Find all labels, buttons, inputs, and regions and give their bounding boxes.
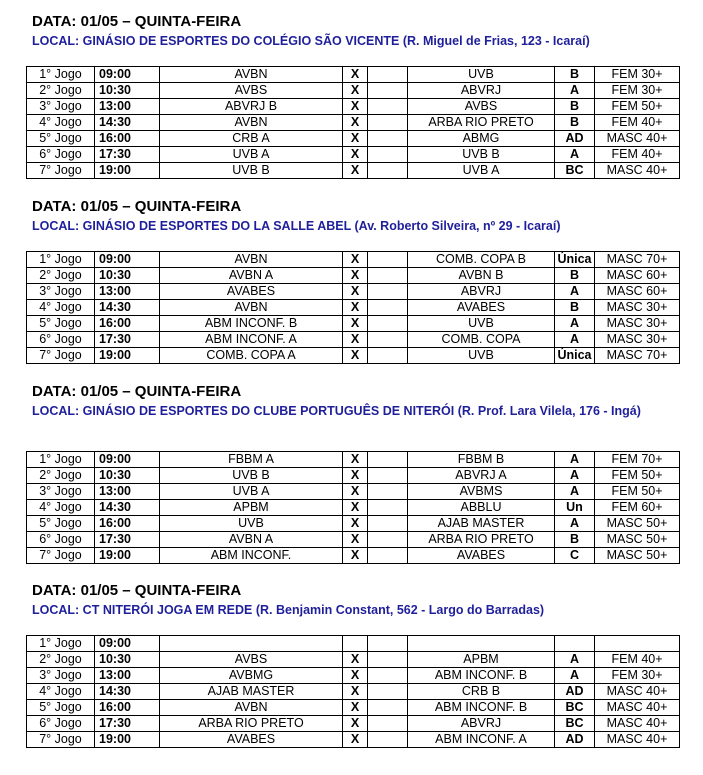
versus-cell: X	[343, 300, 368, 316]
spacer-cell	[368, 163, 408, 179]
versus-cell: X	[343, 316, 368, 332]
spacer-cell	[368, 332, 408, 348]
category-cell: FEM 70+	[595, 452, 680, 468]
game-number-cell: 7° Jogo	[27, 548, 95, 564]
category-cell: MASC 60+	[595, 284, 680, 300]
away-team-cell: UVB B	[408, 147, 555, 163]
category-cell: FEM 30+	[595, 67, 680, 83]
away-team-cell: ARBA RIO PRETO	[408, 115, 555, 131]
game-time-cell: 09:00	[95, 636, 160, 652]
group-cell: A	[555, 516, 595, 532]
game-time-cell: 10:30	[95, 468, 160, 484]
category-cell: FEM 40+	[595, 147, 680, 163]
game-time-cell: 16:00	[95, 316, 160, 332]
spacer-cell	[368, 316, 408, 332]
spacer-cell	[368, 636, 408, 652]
versus-cell: X	[343, 500, 368, 516]
spacer-cell	[368, 147, 408, 163]
game-number-cell: 6° Jogo	[27, 332, 95, 348]
home-team-cell: AJAB MASTER	[160, 684, 343, 700]
group-cell: B	[555, 268, 595, 284]
group-cell: A	[555, 652, 595, 668]
group-cell: A	[555, 452, 595, 468]
group-cell: B	[555, 67, 595, 83]
group-cell: Un	[555, 500, 595, 516]
table-row	[27, 131, 680, 147]
versus-cell: X	[343, 452, 368, 468]
category-cell: MASC 40+	[595, 163, 680, 179]
versus-cell: X	[343, 163, 368, 179]
versus-cell: X	[343, 284, 368, 300]
group-cell: A	[555, 316, 595, 332]
versus-cell: X	[343, 252, 368, 268]
category-cell: FEM 50+	[595, 484, 680, 500]
game-number-cell: 6° Jogo	[27, 147, 95, 163]
game-time-cell: 16:00	[95, 131, 160, 147]
versus-cell: X	[343, 115, 368, 131]
versus-cell: X	[343, 668, 368, 684]
game-time-cell: 14:30	[95, 500, 160, 516]
section-date: DATA: 01/05 – QUINTA-FEIRA	[32, 13, 242, 30]
group-cell: A	[555, 147, 595, 163]
category-cell: FEM 40+	[595, 115, 680, 131]
game-number-cell: 1° Jogo	[27, 452, 95, 468]
spacer-cell	[368, 348, 408, 364]
group-cell: Única	[555, 348, 595, 364]
away-team-cell: ABVRJ	[408, 284, 555, 300]
category-cell: MASC 70+	[595, 252, 680, 268]
spacer-cell	[368, 300, 408, 316]
games-table	[26, 635, 680, 748]
category-cell: MASC 70+	[595, 348, 680, 364]
table-row	[27, 468, 680, 484]
spacer-cell	[368, 268, 408, 284]
table-row	[27, 716, 680, 732]
game-time-cell: 10:30	[95, 268, 160, 284]
spacer-cell	[368, 284, 408, 300]
home-team-cell: CRB A	[160, 131, 343, 147]
table-row	[27, 163, 680, 179]
versus-cell: X	[343, 268, 368, 284]
section-venue: LOCAL: GINÁSIO DE ESPORTES DO COLÉGIO SÃO VICENTE (R. Miguel de Frias, 123 - Icaraí)	[32, 34, 590, 48]
spacer-cell	[368, 500, 408, 516]
table-row	[27, 115, 680, 131]
game-time-cell: 13:00	[95, 484, 160, 500]
game-number-cell: 3° Jogo	[27, 484, 95, 500]
game-number-cell: 5° Jogo	[27, 316, 95, 332]
category-cell: MASC 30+	[595, 316, 680, 332]
table-row	[27, 67, 680, 83]
table-row	[27, 252, 680, 268]
group-cell	[555, 636, 595, 652]
away-team-cell: AVBN B	[408, 268, 555, 284]
game-number-cell: 4° Jogo	[27, 115, 95, 131]
away-team-cell: ABM INCONF. B	[408, 700, 555, 716]
game-time-cell: 13:00	[95, 668, 160, 684]
game-number-cell: 5° Jogo	[27, 131, 95, 147]
category-cell: MASC 30+	[595, 332, 680, 348]
table-row	[27, 500, 680, 516]
home-team-cell: ABVRJ B	[160, 99, 343, 115]
versus-cell: X	[343, 700, 368, 716]
table-row	[27, 348, 680, 364]
section-venue: LOCAL: CT NITERÓI JOGA EM REDE (R. Benjamin Constant, 562 - Largo do Barradas)	[32, 603, 545, 617]
home-team-cell: COMB. COPA A	[160, 348, 343, 364]
spacer-cell	[368, 716, 408, 732]
group-cell: Única	[555, 252, 595, 268]
group-cell: B	[555, 115, 595, 131]
home-team-cell: AVBS	[160, 652, 343, 668]
away-team-cell: UVB	[408, 348, 555, 364]
game-time-cell: 16:00	[95, 516, 160, 532]
table-row	[27, 636, 680, 652]
table-row	[27, 300, 680, 316]
home-team-cell: FBBM A	[160, 452, 343, 468]
game-number-cell: 1° Jogo	[27, 636, 95, 652]
game-time-cell: 14:30	[95, 300, 160, 316]
versus-cell: X	[343, 548, 368, 564]
game-time-cell: 17:30	[95, 147, 160, 163]
away-team-cell: UVB A	[408, 163, 555, 179]
away-team-cell: ARBA RIO PRETO	[408, 532, 555, 548]
table-row	[27, 484, 680, 500]
versus-cell: X	[343, 147, 368, 163]
table-row	[27, 99, 680, 115]
group-cell: BC	[555, 163, 595, 179]
group-cell: C	[555, 548, 595, 564]
away-team-cell: ABVRJ	[408, 716, 555, 732]
home-team-cell: AVABES	[160, 284, 343, 300]
versus-cell: X	[343, 484, 368, 500]
home-team-cell: AVBN A	[160, 532, 343, 548]
away-team-cell: COMB. COPA B	[408, 252, 555, 268]
game-number-cell: 6° Jogo	[27, 716, 95, 732]
versus-cell: X	[343, 348, 368, 364]
away-team-cell: ABMG	[408, 131, 555, 147]
home-team-cell: UVB	[160, 516, 343, 532]
game-number-cell: 7° Jogo	[27, 163, 95, 179]
versus-cell: X	[343, 716, 368, 732]
spacer-cell	[368, 652, 408, 668]
game-time-cell: 17:30	[95, 532, 160, 548]
away-team-cell: AJAB MASTER	[408, 516, 555, 532]
spacer-cell	[368, 115, 408, 131]
game-time-cell: 09:00	[95, 67, 160, 83]
table-row	[27, 548, 680, 564]
category-cell: MASC 60+	[595, 268, 680, 284]
group-cell: AD	[555, 684, 595, 700]
section-date: DATA: 01/05 – QUINTA-FEIRA	[32, 582, 242, 599]
versus-cell: X	[343, 332, 368, 348]
away-team-cell: ABBLU	[408, 500, 555, 516]
home-team-cell: UVB A	[160, 147, 343, 163]
home-team-cell: AVBN	[160, 700, 343, 716]
table-row	[27, 284, 680, 300]
versus-cell	[343, 636, 368, 652]
home-team-cell: AVBN	[160, 115, 343, 131]
table-row	[27, 316, 680, 332]
game-number-cell: 7° Jogo	[27, 348, 95, 364]
away-team-cell: UVB	[408, 67, 555, 83]
spacer-cell	[368, 700, 408, 716]
home-team-cell: AVBN A	[160, 268, 343, 284]
table-row	[27, 147, 680, 163]
group-cell: AD	[555, 732, 595, 748]
group-cell: AD	[555, 131, 595, 147]
home-team-cell: AVBS	[160, 83, 343, 99]
group-cell: A	[555, 83, 595, 99]
table-row	[27, 668, 680, 684]
group-cell: A	[555, 484, 595, 500]
group-cell: A	[555, 468, 595, 484]
game-time-cell: 19:00	[95, 163, 160, 179]
game-time-cell: 14:30	[95, 115, 160, 131]
away-team-cell: ABVRJ A	[408, 468, 555, 484]
category-cell	[595, 636, 680, 652]
home-team-cell: ARBA RIO PRETO	[160, 716, 343, 732]
spacer-cell	[368, 684, 408, 700]
table-row	[27, 268, 680, 284]
game-number-cell: 2° Jogo	[27, 468, 95, 484]
away-team-cell: ABM INCONF. B	[408, 668, 555, 684]
group-cell: B	[555, 532, 595, 548]
away-team-cell: AVABES	[408, 548, 555, 564]
category-cell: MASC 50+	[595, 532, 680, 548]
spacer-cell	[368, 452, 408, 468]
game-number-cell: 5° Jogo	[27, 700, 95, 716]
spacer-cell	[368, 252, 408, 268]
category-cell: MASC 40+	[595, 684, 680, 700]
category-cell: FEM 50+	[595, 99, 680, 115]
spacer-cell	[368, 668, 408, 684]
group-cell: A	[555, 284, 595, 300]
table-row	[27, 652, 680, 668]
away-team-cell: FBBM B	[408, 452, 555, 468]
home-team-cell: AVBN	[160, 67, 343, 83]
game-number-cell: 1° Jogo	[27, 67, 95, 83]
away-team-cell: ABM INCONF. A	[408, 732, 555, 748]
away-team-cell: AVBS	[408, 99, 555, 115]
spacer-cell	[368, 548, 408, 564]
home-team-cell: UVB B	[160, 163, 343, 179]
games-table	[26, 451, 680, 564]
spacer-cell	[368, 516, 408, 532]
game-number-cell: 4° Jogo	[27, 300, 95, 316]
versus-cell: X	[343, 684, 368, 700]
away-team-cell: ABVRJ	[408, 83, 555, 99]
away-team-cell: COMB. COPA	[408, 332, 555, 348]
group-cell: B	[555, 99, 595, 115]
group-cell: BC	[555, 700, 595, 716]
game-time-cell: 14:30	[95, 684, 160, 700]
table-row	[27, 332, 680, 348]
section-date: DATA: 01/05 – QUINTA-FEIRA	[32, 198, 242, 215]
spacer-cell	[368, 99, 408, 115]
game-time-cell: 16:00	[95, 700, 160, 716]
home-team-cell	[160, 636, 343, 652]
game-number-cell: 2° Jogo	[27, 268, 95, 284]
versus-cell: X	[343, 67, 368, 83]
section-venue: LOCAL: GINÁSIO DE ESPORTES DO LA SALLE ABEL (Av. Roberto Silveira, nº 29 - Icaraí)	[32, 219, 561, 233]
group-cell: A	[555, 668, 595, 684]
game-time-cell: 19:00	[95, 548, 160, 564]
category-cell: FEM 30+	[595, 668, 680, 684]
versus-cell: X	[343, 83, 368, 99]
versus-cell: X	[343, 131, 368, 147]
versus-cell: X	[343, 652, 368, 668]
game-time-cell: 09:00	[95, 252, 160, 268]
game-time-cell: 10:30	[95, 83, 160, 99]
table-row	[27, 684, 680, 700]
spacer-cell	[368, 67, 408, 83]
game-time-cell: 10:30	[95, 652, 160, 668]
category-cell: MASC 40+	[595, 131, 680, 147]
home-team-cell: ABM INCONF. A	[160, 332, 343, 348]
versus-cell: X	[343, 468, 368, 484]
game-number-cell: 5° Jogo	[27, 516, 95, 532]
game-time-cell: 13:00	[95, 99, 160, 115]
category-cell: FEM 50+	[595, 468, 680, 484]
away-team-cell: UVB	[408, 316, 555, 332]
spacer-cell	[368, 484, 408, 500]
away-team-cell: CRB B	[408, 684, 555, 700]
away-team-cell: AVABES	[408, 300, 555, 316]
home-team-cell: AVBN	[160, 252, 343, 268]
section-venue: LOCAL: GINÁSIO DE ESPORTES DO CLUBE PORTUGUÊS DE NITERÓI (R. Prof. Lara Vilela, 176 - Ingá)	[32, 404, 641, 418]
group-cell: A	[555, 332, 595, 348]
category-cell: MASC 40+	[595, 716, 680, 732]
home-team-cell: APBM	[160, 500, 343, 516]
game-number-cell: 3° Jogo	[27, 99, 95, 115]
spacer-cell	[368, 532, 408, 548]
home-team-cell: AVBMG	[160, 668, 343, 684]
group-cell: BC	[555, 716, 595, 732]
game-time-cell: 19:00	[95, 348, 160, 364]
category-cell: FEM 40+	[595, 652, 680, 668]
game-number-cell: 2° Jogo	[27, 83, 95, 99]
versus-cell: X	[343, 532, 368, 548]
game-time-cell: 17:30	[95, 332, 160, 348]
table-row	[27, 516, 680, 532]
game-number-cell: 6° Jogo	[27, 532, 95, 548]
spacer-cell	[368, 131, 408, 147]
category-cell: MASC 40+	[595, 700, 680, 716]
category-cell: MASC 30+	[595, 300, 680, 316]
versus-cell: X	[343, 99, 368, 115]
table-row	[27, 83, 680, 99]
game-time-cell: 19:00	[95, 732, 160, 748]
section-date: DATA: 01/05 – QUINTA-FEIRA	[32, 383, 242, 400]
table-row	[27, 700, 680, 716]
group-cell: B	[555, 300, 595, 316]
table-row	[27, 452, 680, 468]
home-team-cell: ABM INCONF. B	[160, 316, 343, 332]
game-number-cell: 2° Jogo	[27, 652, 95, 668]
home-team-cell: AVABES	[160, 732, 343, 748]
game-number-cell: 4° Jogo	[27, 684, 95, 700]
home-team-cell: ABM INCONF.	[160, 548, 343, 564]
home-team-cell: UVB B	[160, 468, 343, 484]
versus-cell: X	[343, 516, 368, 532]
away-team-cell: AVBMS	[408, 484, 555, 500]
game-number-cell: 4° Jogo	[27, 500, 95, 516]
table-row	[27, 732, 680, 748]
games-table	[26, 66, 680, 179]
game-number-cell: 1° Jogo	[27, 252, 95, 268]
category-cell: FEM 60+	[595, 500, 680, 516]
category-cell: MASC 40+	[595, 732, 680, 748]
home-team-cell: UVB A	[160, 484, 343, 500]
away-team-cell: APBM	[408, 652, 555, 668]
game-number-cell: 7° Jogo	[27, 732, 95, 748]
table-row	[27, 532, 680, 548]
game-time-cell: 09:00	[95, 452, 160, 468]
games-table	[26, 251, 680, 364]
game-number-cell: 3° Jogo	[27, 284, 95, 300]
home-team-cell: AVBN	[160, 300, 343, 316]
game-time-cell: 13:00	[95, 284, 160, 300]
category-cell: FEM 30+	[595, 83, 680, 99]
spacer-cell	[368, 468, 408, 484]
game-time-cell: 17:30	[95, 716, 160, 732]
category-cell: MASC 50+	[595, 548, 680, 564]
away-team-cell	[408, 636, 555, 652]
spacer-cell	[368, 732, 408, 748]
category-cell: MASC 50+	[595, 516, 680, 532]
game-number-cell: 3° Jogo	[27, 668, 95, 684]
versus-cell: X	[343, 732, 368, 748]
spacer-cell	[368, 83, 408, 99]
